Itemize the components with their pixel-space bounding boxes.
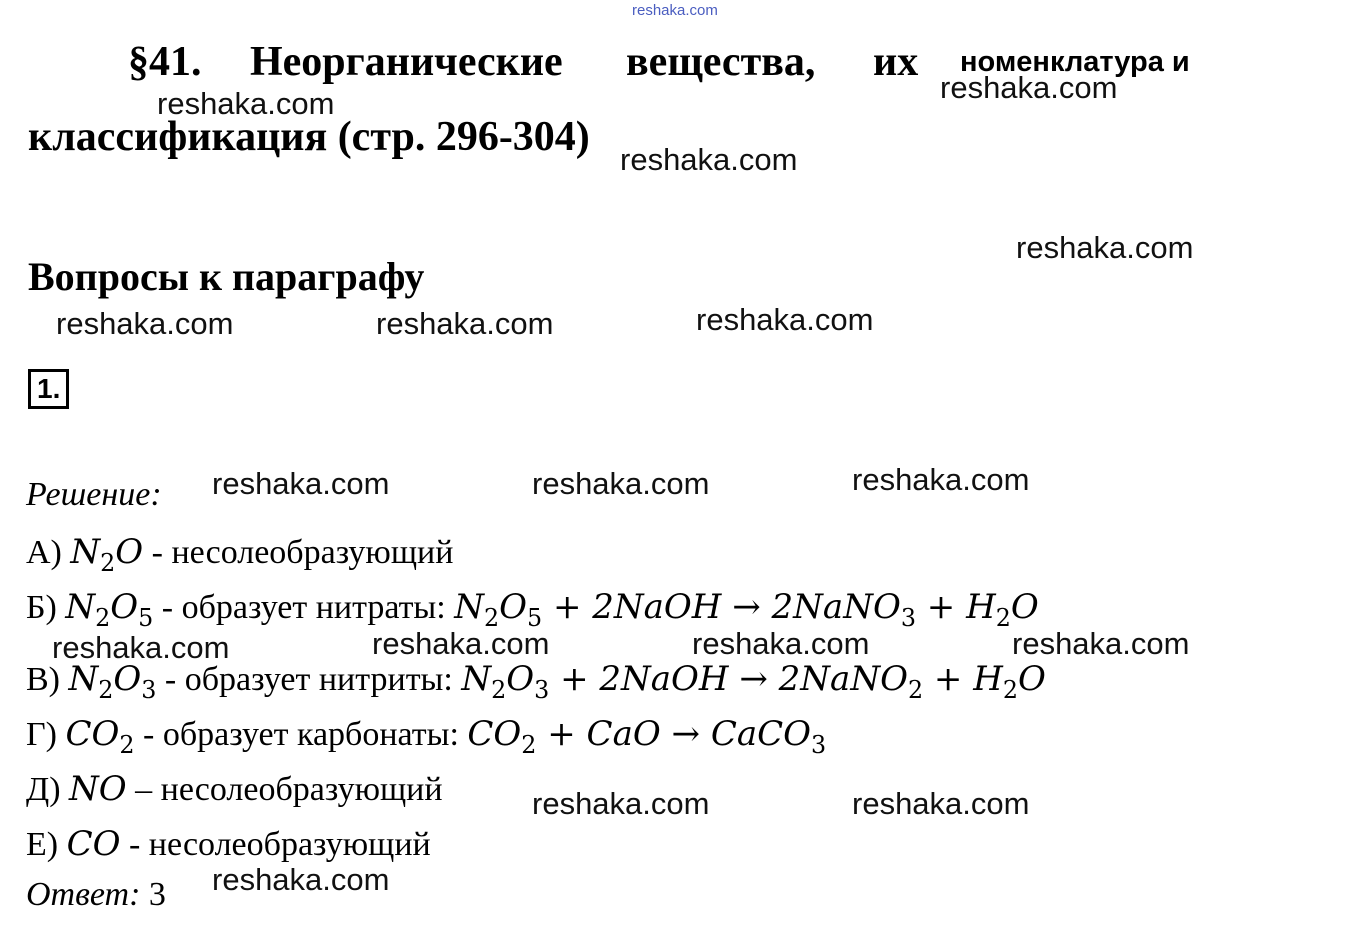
watermark-15: reshaka.com <box>532 786 710 821</box>
line-g-text: - образует карбонаты: <box>143 716 459 753</box>
title-word-3: их <box>873 39 919 85</box>
watermark-8: reshaka.com <box>212 466 390 501</box>
line-a-label: А) <box>26 534 62 571</box>
line-d-label: Д) <box>26 771 61 808</box>
line-b-label: Б) <box>26 589 57 626</box>
line-g-equation: $CO_2$ + CaO → CaCO$_3$ <box>467 714 827 759</box>
answer-value: 3 <box>148 876 166 913</box>
title-word-1: Неорганические <box>250 39 563 85</box>
watermark-10: reshaka.com <box>852 462 1030 497</box>
line-a-text: - несолеобразующий <box>151 534 454 571</box>
watermark-3: reshaka.com <box>620 142 798 177</box>
watermark-1: reshaka.com <box>157 86 335 121</box>
line-d-text: – несолеобразующий <box>135 771 443 808</box>
line-e-text: - несолеобразующий <box>128 826 431 863</box>
line-a-formula: $N_2O$ <box>70 532 144 577</box>
watermark-7: reshaka.com <box>696 302 874 337</box>
answer-line <box>26 876 166 914</box>
solution-line-d <box>26 769 443 809</box>
line-b-text: - образует нитраты: <box>161 589 446 626</box>
line-g-formula: $CO_2$ <box>65 714 135 759</box>
line-d-formula: NO <box>69 769 127 809</box>
watermark-4: reshaka.com <box>1016 230 1194 265</box>
title-paragraph-number: §41. <box>128 39 202 85</box>
watermark-12: reshaka.com <box>372 626 550 661</box>
watermark-14: reshaka.com <box>1012 626 1190 661</box>
line-v-label: В) <box>26 661 60 698</box>
watermark-17: reshaka.com <box>212 862 390 897</box>
watermark-2: reshaka.com <box>940 70 1118 105</box>
line-v-text: - образует нитриты: <box>164 661 453 698</box>
section-title: Вопросы к параграфу <box>28 254 425 299</box>
line-b-formula: $N_2O_5$ <box>65 587 154 632</box>
line-e-label: Е) <box>26 826 59 863</box>
line-g-label: Г) <box>26 716 57 753</box>
title-word-2: вещества, <box>626 39 816 85</box>
line-e-formula: CO <box>66 824 121 864</box>
solution-line-g <box>26 714 826 759</box>
question-number-box: 1. <box>28 369 69 409</box>
title-line-2: классификация (стр. 296-304) <box>28 114 590 160</box>
line-v-equation: $N_2O_3$ + 2NaOH → 2NaNO$_2$ + $H_2O$ <box>461 659 1046 704</box>
watermark-6: reshaka.com <box>376 306 554 341</box>
watermark-16: reshaka.com <box>852 786 1030 821</box>
solution-line-a <box>26 532 453 577</box>
line-b-equation: $N_2O_5$ + 2NaOH → 2NaNO$_3$ + $H_2O$ <box>454 587 1039 632</box>
watermark-9: reshaka.com <box>532 466 710 501</box>
line-v-formula: $N_2O_3$ <box>68 659 157 704</box>
watermark-top: reshaka.com <box>632 2 718 19</box>
watermark-5: reshaka.com <box>56 306 234 341</box>
answer-label: Ответ: <box>26 876 141 913</box>
title-word-4: номенклатура и <box>960 46 1190 78</box>
solution-line-e <box>26 824 431 864</box>
watermark-13: reshaka.com <box>692 626 870 661</box>
watermark-11: reshaka.com <box>52 630 230 665</box>
solution-label: Решение: <box>26 476 162 513</box>
